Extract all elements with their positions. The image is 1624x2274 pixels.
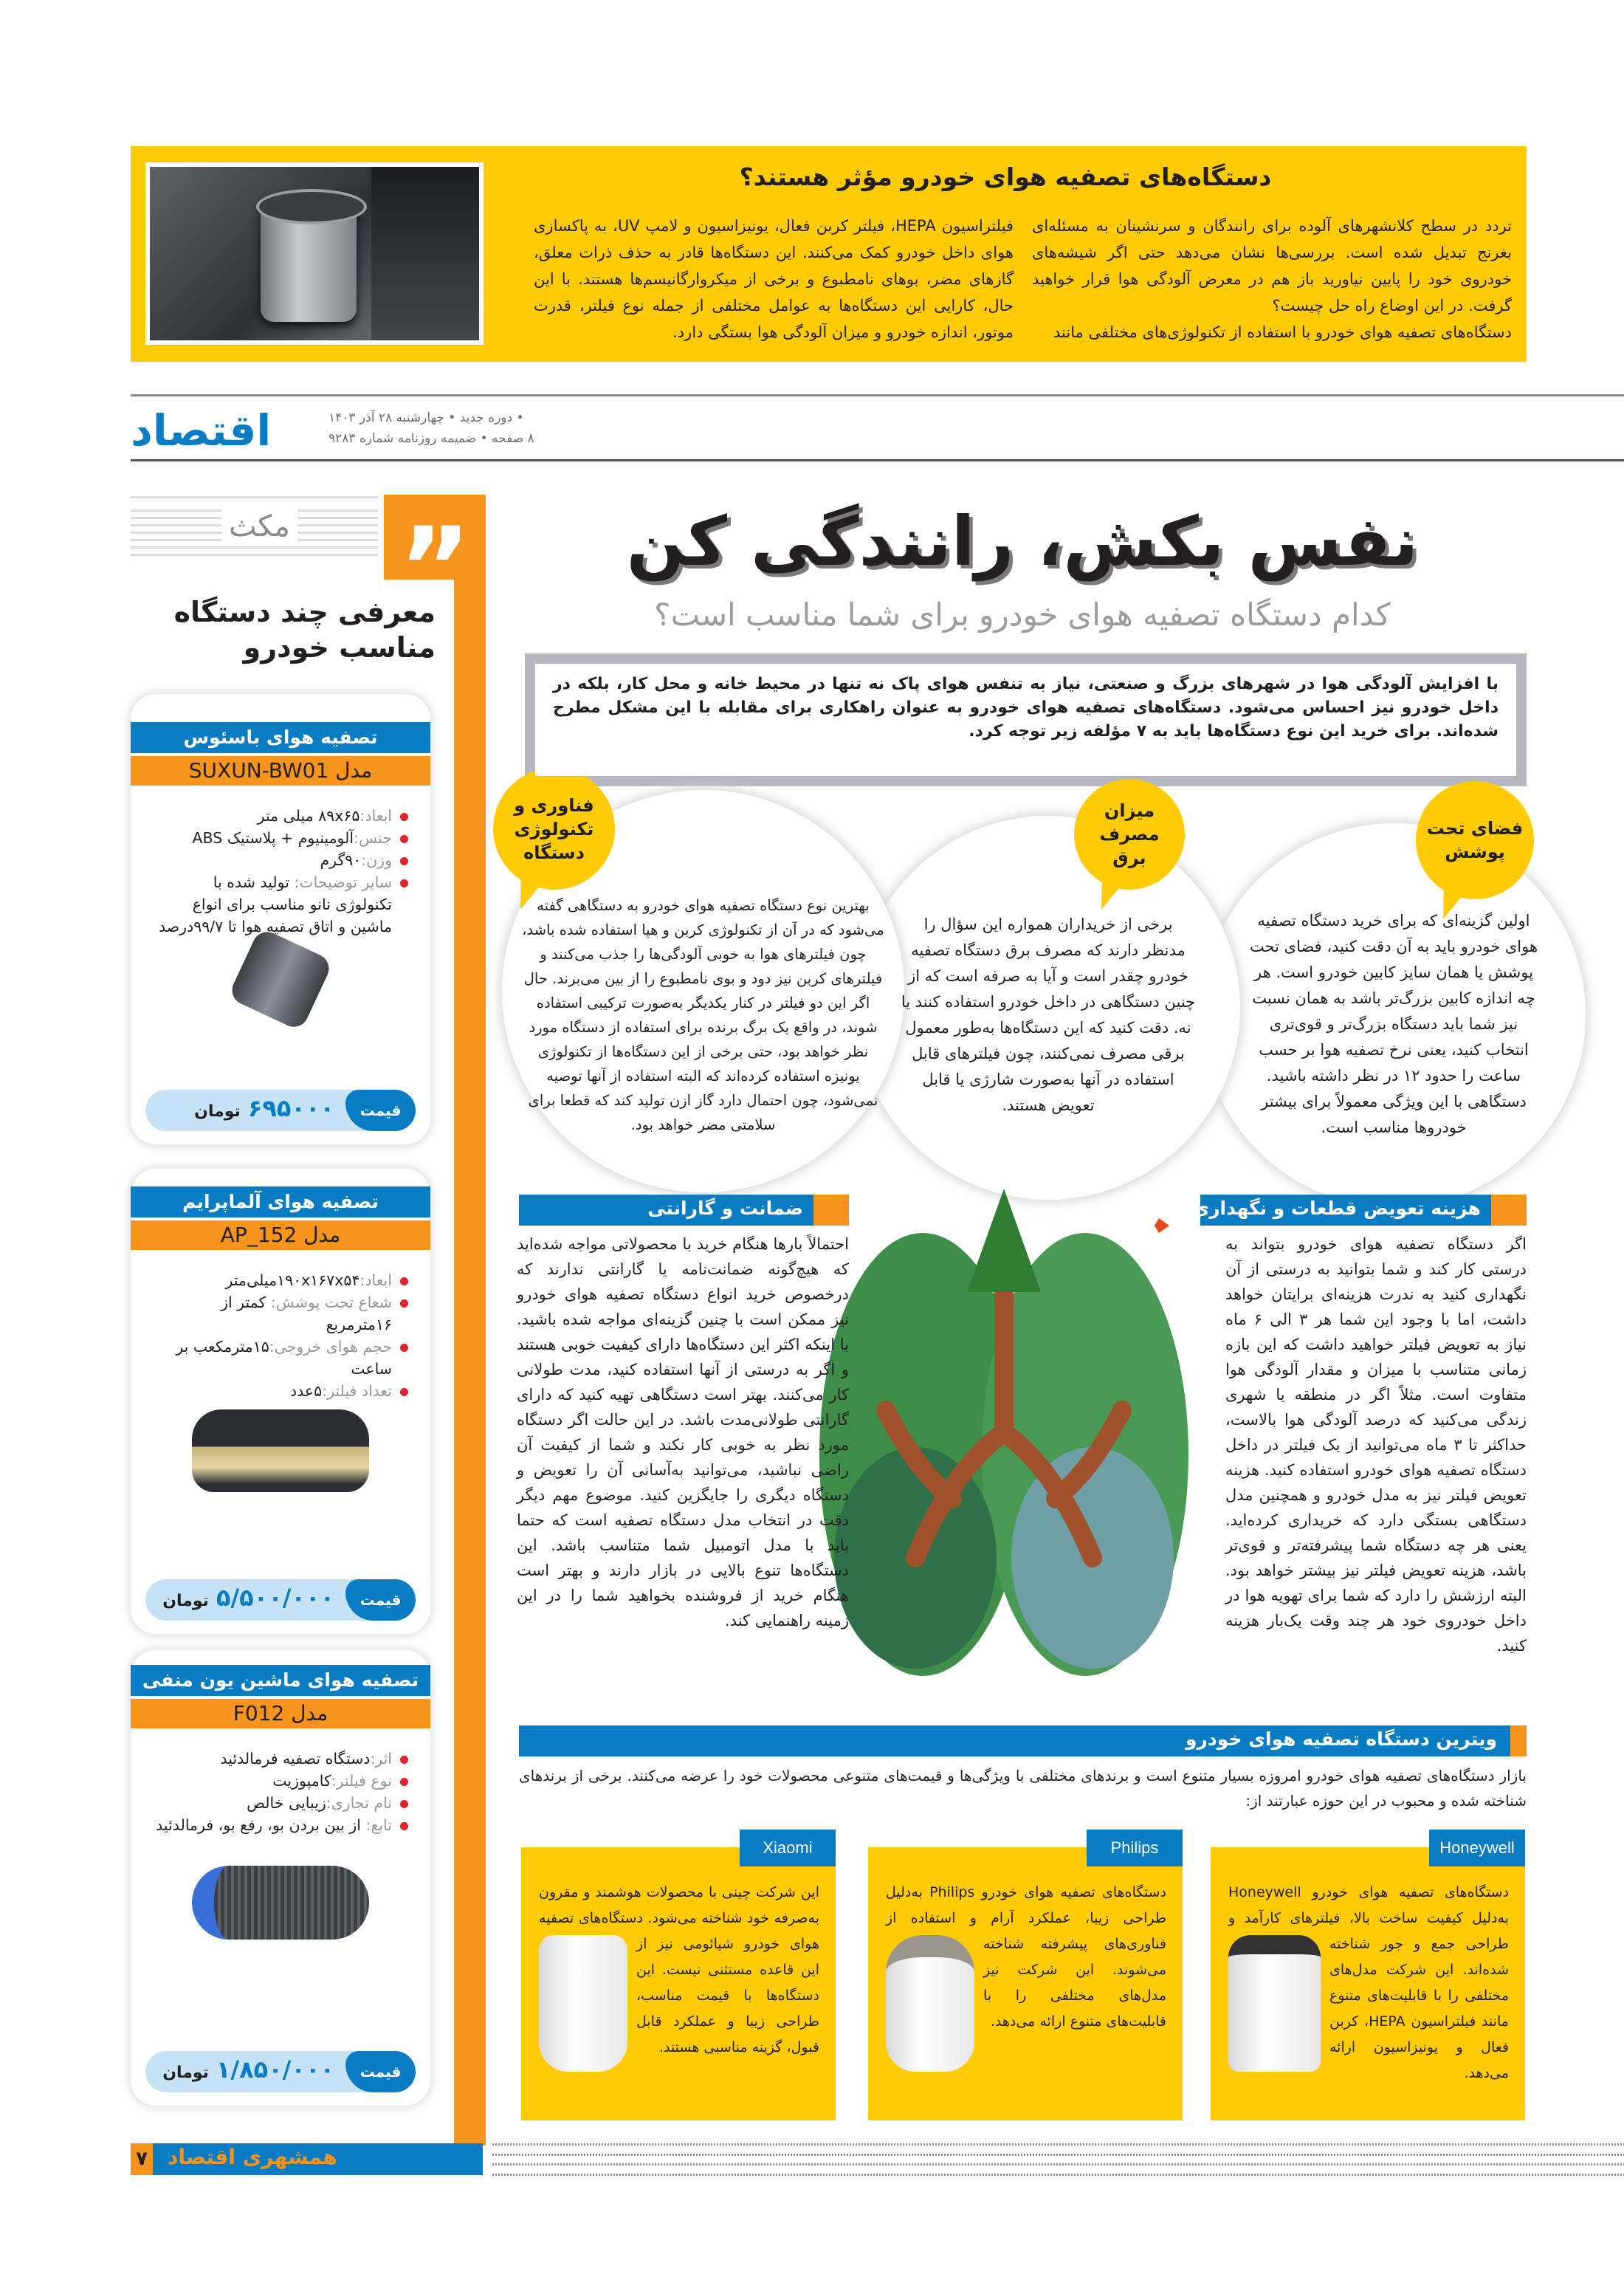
product-card[interactable] <box>131 1650 430 2106</box>
spec-value: ۱۵مترمکعب بر ساعت <box>176 1338 392 1378</box>
product-model: مدل SUXUN-BW01 <box>131 756 430 786</box>
spec-label: شعاع تحت پوشش: <box>270 1294 392 1311</box>
spec-list <box>131 786 430 938</box>
issue-number: ۸ صفحه • ضمیمه روزنامه شماره ۹۲۸۳ <box>328 431 534 446</box>
divider <box>131 554 378 556</box>
divider <box>131 394 1624 396</box>
maintenance-text: اگر دستگاه تصفیه هوای خودرو بتواند به درستی کار کند و شما بتوانید به درستی از آن نگهداری کنید به ندرت هزینه‌ای برایتان خواهد داشت، اما با وجود این شما هر ۳ الی ۶ ماه نیاز به تعویض فیلتر خواهید داشت که این بازه زمانی متناسب با میزان و مقدار آلودگی هوا متفاوت است. مثلاً اگر در منطقه یا شهری زندگی می‌کنید که درصد آلودگی هوا بالاست، حداکثر تا ۳ ماه می‌توانید از یک فیلتر در داخل دستگاه تصفیه هوای خودرو استفاده کنید. هزینه تعویض فیلتر نیز به مدل خودرو و همچنین مدل دستگاهی بستگی دارد که خریداری کرده‌اید. یعنی هر چه دستگاه شما پیشرفته‌تر و قوی‌تر باشد، هزینه تعویض فیلتر نیز بیشتر خواهد بود. البته ارزشش را دارد که شما برای تهویه هوا در داخل خودروی خود هر چند وقت یک‌بار هزینه کنید. <box>1225 1235 1527 1655</box>
spec-label: تابع: <box>365 1816 392 1834</box>
product-image <box>192 1409 369 1492</box>
brand-text: این شرکت چینی با محصولات هوشمند و مقرون به‌صرفه خود شناخته می‌شود. دستگاه‌های تصفیه هوای خودرو شیائومی نیز از این قاعده مستثنی نیست. این دستگاه‌ها با قیمت مناسب، طراحی زیبا و عملکرد قابل قبول، گزینه مناسبی هستند. <box>539 1884 819 2055</box>
factor-text: برخی از خریداران همواره این سؤال را مدنظر دارند که مصرف برق دستگاه تصفیه خودرو چقدر است و آیا به صرفه است که از چنین دستگاهی در داخل خودرو استفاده کنند یا نه. دقت کنید که این دستگاه‌ها به‌طور معمول برقی مصرف نمی‌کنند، چون فیلترهای قابل استفاده در آنها به‌صورت شارژی یا قابل تعویض هستند. <box>901 916 1196 1114</box>
brand-body <box>1228 1880 1509 2086</box>
factor-text: اولین گزینه‌ای که برای خرید دستگاه تصفیه هوای خودرو باید به آن دقت کنید، فضای تحت پوشش یا همان سایز کابین خودرو است. هر چه اندازه کابین بزرگ‌تر باشد به همان نسبت نیز شما باید دستگاه بزرگ‌تر و قوی‌تری انتخاب کنید، یعنی نرخ تصفیه هوا بر حسب ساعت را حدود ۱۲ در نظر داشته باشید. دستگاهی با این ویژگی معمولاً برای بیشتر خودروها مناسب است. <box>1249 912 1538 1136</box>
divider <box>131 459 1624 461</box>
spec-label: تعداد فیلتر: <box>322 1382 392 1400</box>
section-title: ضمانت و گارانتی <box>647 1198 803 1219</box>
teaser-paragraph: دستگاه‌های تصفیه هوای خودرو با استفاده از تکنولوژی‌های مختلفی مانند <box>1053 323 1512 341</box>
quote-icon: ” <box>384 495 486 580</box>
spec-item <box>153 1814 408 1836</box>
teaser-title: دستگاه‌های تصفیه هوای خودرو مؤثر هستند؟ <box>739 162 1272 191</box>
spec-item <box>153 1380 408 1402</box>
spec-list <box>131 1250 430 1402</box>
section-heading <box>1192 1195 1527 1226</box>
product-model: مدل F012 <box>131 1699 430 1728</box>
price-tag <box>145 1090 416 1131</box>
brand-body <box>539 1880 819 2072</box>
page-title: نفس بکش، رانندگی کن <box>626 502 1419 581</box>
divider <box>492 2174 1624 2176</box>
price-label: قیمت <box>345 1090 416 1131</box>
product-model: مدل AP_152 <box>131 1220 430 1250</box>
spec-value: ۱۹۰x۱۶۷x۵۴میلی‌متر <box>225 1271 360 1289</box>
factor-circle <box>1202 823 1586 1207</box>
intro-box <box>525 653 1527 786</box>
brand-card-philips <box>868 1838 1183 2120</box>
section-label: مکث <box>221 509 297 543</box>
product-title: تصفیه هوای باسئوس <box>131 722 430 753</box>
product-image <box>886 1935 974 2072</box>
currency: تومان <box>194 1102 241 1121</box>
spec-item <box>153 849 408 871</box>
spec-item <box>153 1792 408 1814</box>
brand-text: دستگاه‌های تصفیه هوای خودرو Honeywell به‌دلیل کیفیت ساخت بالا، فیلترهای کارآمد و طراحی جمع و جور شناخته شده‌اند. این شرکت مدل‌های مختلفی را با قابلیت‌های متنوع مانند فیلتراسیون HEPA، کربن فعال و یونیزاسیون ارائه می‌دهد. <box>1228 1884 1509 2081</box>
page-subtitle: کدام دستگاه تصفیه هوای خودرو برای شما مناسب است؟ <box>654 597 1391 633</box>
factor-circle <box>856 816 1240 1200</box>
divider <box>492 2154 1624 2156</box>
spec-item <box>153 1336 408 1380</box>
currency: تومان <box>162 1592 209 1610</box>
intro-text: با افزایش آلودگی هوا در شهرهای بزرگ و صنعتی، نیاز به تنفس هوای پاک نه تنها در محیط خانه و محل کار، بلکه در داخل خودرو نیز احساس می‌شود. دستگاه‌های تصفیه هوای خودرو به عنوان راهکاری برای مقابله با این مشکل مطرح شده‌اند. برای خرید این نوع دستگاه‌ها باید به ۷ مؤلفه زیر توجه کرد. <box>535 664 1516 776</box>
showcase-intro: بازار دستگاه‌های تصفیه هوای خودرو امروزه بسیار متنوع است و برندهای مختلفی با ویژگی‌ها و قیمت‌های متنوعی محصولات خود را عرضه می‌کنند. برخی از برندهای شناخته شده و محبوب در این حوزه عبارتند از: <box>519 1767 1527 1810</box>
spec-value: کامپوزیت <box>272 1772 331 1790</box>
factor-label-bubble: میزان مصرف برق <box>1074 779 1185 890</box>
spec-value: آلومینیوم + پلاستیک ABS <box>192 829 354 847</box>
issue-date: • دوره جدید • چهارشنبه ۲۸ آذر ۱۴۰۳ <box>328 411 524 425</box>
teaser-column-left: فیلتراسیون HEPA، فیلتر کربن فعال، یونیزاسیون و لامپ UV، به پاکسازی هوای داخل خودرو کمک می‌کنند. این دستگاه‌ها قادر به حذف ذرات معلق، گازهای مضر، بوهای نامطبوع و برخی از میکروارگانیسم‌ها هستند. با این حال، کارایی این دستگاه‌ها به عوامل مختلفی از جمله نوع فیلتر، قدرت موتور، اندازه خودرو و میزان آلودگی هوا بستگی دارد. <box>534 217 1014 341</box>
teaser-box <box>131 146 1527 362</box>
price-value: ۵/۵۰۰/۰۰۰ <box>216 1584 334 1612</box>
product-card[interactable] <box>131 694 430 1144</box>
spec-item <box>153 871 408 938</box>
divider <box>131 546 378 549</box>
factor-label-bubble: فضای تحت پوشش <box>1416 781 1534 899</box>
spec-list <box>131 1728 430 1836</box>
brand-name: Philips <box>1087 1830 1183 1866</box>
brand-body <box>886 1880 1166 2072</box>
product-image <box>227 927 334 1032</box>
brand-text: دستگاه‌های تصفیه هوای خودرو Philips به‌دلیل طراحی زیبا، عملکرد آرام و استفاده از فناوری‌های پیشرفته شناخته می‌شوند. این شرکت نیز مدل‌های مختلفی را با قابلیت‌های متنوع ارائه می‌دهد. <box>886 1884 1167 2030</box>
spec-label: جنس: <box>354 829 392 847</box>
price-value: ۶۹۵۰۰۰ <box>247 1094 334 1122</box>
spec-label: حجم هوای خروجی: <box>269 1338 392 1356</box>
brand-card-xiaomi <box>521 1838 836 2120</box>
product-title: تصفیه هوای ماشین یون منفی <box>131 1665 430 1696</box>
spec-item <box>153 1269 408 1291</box>
spec-item <box>153 1748 408 1770</box>
spec-label: وزن: <box>361 851 392 869</box>
page-number: ۷ <box>131 2143 153 2175</box>
divider <box>131 496 378 498</box>
section-heading <box>519 1725 1527 1756</box>
spec-item <box>153 805 408 827</box>
spec-value: کمتر از ۱۶مترمربع <box>221 1294 392 1333</box>
spec-value: دستگاه تصفیه فرمالدئید <box>220 1750 371 1768</box>
lungs-forest-illustration <box>805 1189 1203 1713</box>
teaser-column-right <box>1032 213 1512 346</box>
spec-value: زیبایی خالص <box>247 1794 326 1812</box>
price-label: قیمت <box>345 1579 416 1621</box>
product-image <box>539 1935 627 2072</box>
product-card[interactable] <box>131 1169 430 1634</box>
spec-item <box>153 1291 408 1336</box>
spec-value: از بین بردن بو، رفع بو، فرمالدئید <box>156 1816 361 1834</box>
brand-name: Xiaomi <box>740 1830 836 1866</box>
divider <box>492 2143 1624 2146</box>
section-title: هزینه تعویض قطعات و نگهداری <box>1192 1198 1481 1219</box>
newspaper-logo[interactable]: اقتصاد <box>131 405 272 456</box>
price-tag <box>145 2051 416 2092</box>
spec-value: ۹۰گرم <box>320 851 362 869</box>
spec-label: ابعاد: <box>359 807 392 825</box>
brand-name: Honeywell <box>1429 1830 1525 1866</box>
spec-value: ۵عدد <box>289 1382 323 1400</box>
factor-label-bubble: فناوری و تکنولوژی دستگاه <box>493 768 615 890</box>
car-purifier-photo <box>145 162 484 345</box>
sidebar-accent-strip <box>454 580 486 2146</box>
footer-logo: همشهری اقتصاد <box>168 2145 337 2169</box>
divider <box>492 2163 1624 2165</box>
spec-item <box>153 827 408 849</box>
currency: تومان <box>162 2064 209 2082</box>
footer-logo-bar <box>131 2143 483 2175</box>
section-title: ویترین دستگاه تصفیه هوای خودرو <box>1185 1728 1497 1750</box>
spec-label: ابعاد: <box>359 1271 392 1289</box>
factor-text: بهترین نوع دستگاه تصفیه هوای خودرو به دستگاهی گفته می‌شود که در آن از تکنولوژی کربن و هپا استفاده شده باشد، چون فیلترهای هوا به خوبی آلودگی‌ها را جذب می‌کنند و فیلترهای کربن نیز دود و بوی نامطبوع را از بین می‌برند. حال اگر این دو فیلتر در کنار یکدیگر به‌صورت ترکیبی استفاده شوند، در واقع یک برگ برنده برای استفاده از دستگاه مورد نظر خواهد بود، حتی برخی از این دستگاه‌ها از تکنولوژی یونیزه استفاده کرده‌اند که البته استفاده از آنها توصیه نمی‌شود، چون احتمال دارد گاز ازن تولید کند که قطعا برای سلامتی مضر خواهد بود. <box>522 897 884 1133</box>
price-tag <box>145 1579 416 1621</box>
spec-value: تولید شده با تکنولوژی نانو مناسب برای انواع ماشین و اتاق تصفیه هوا تا ۹۹/۷درصد <box>159 873 392 935</box>
product-image <box>1228 1935 1321 2072</box>
section-heading <box>519 1195 849 1226</box>
brand-card-honeywell <box>1211 1838 1525 2120</box>
price-label: قیمت <box>345 2051 416 2092</box>
sidebar-heading: معرفی چند دستگاه مناسب خودرو <box>173 596 436 664</box>
warranty-text: احتمالاً بارها هنگام خرید با محصولاتی مواجه شده‌اید که هیچ‌گونه ضمانت‌نامه یا گارانتی ندارند که درخصوص خرید انواع دستگاه تصفیه هوای خودرو نیز ممکن است با چنین گزینه‌ای مواجه شده باشید. با اینکه اکثر این دستگاه‌ها دارای کیفیت خوبی هستند و اگر به درستی از آنها استفاده کنید، مدت طولانی کار می‌کنند. بهتر است دستگاهی تهیه کنید که دارای گارانتی طولانی‌مدت باشد. در این حالت اگر دستگاه مورد نظر به خوبی کار نکند و شما از کیفیت آن راضی نباشید، می‌توانید به‌آسانی آن را تعویض و دستگاه دیگری را جایگزین کنید. موضوع مهم دیگر دقت در انتخاب مدل دستگاه تصفیه است که حتما باید با مدل اتومبیل شما متناسب باشد. این دستگاه‌ها تنوع بالایی در بازار دارند و بهتر است هنگام خرید از فروشنده بخواهید شما را در این زمینه راهنمایی کند. <box>517 1235 849 1629</box>
spec-label: اثر: <box>370 1750 392 1768</box>
spec-item <box>153 1770 408 1792</box>
spec-label: نوع فیلتر: <box>331 1772 392 1790</box>
spec-label: سایر توضیحات: <box>294 873 392 891</box>
price-value: ۱/۸۵۰/۰۰۰ <box>216 2055 334 2084</box>
teaser-paragraph: تردد در سطح کلانشهرهای آلوده برای رانندگان و سرنشینان به مسئله‌ای بغرنج تبدیل شده است. بررسی‌ها نشان می‌دهد حتی اگر شیشه‌های خودروی خود را پایین نیاورید باز هم در معرض آلودگی هوا قرار خواهید گرفت. در این اوضاع راه حل چیست؟ <box>1032 217 1512 315</box>
butterfly-icon <box>1155 1218 1169 1233</box>
spec-value: ۸۹x۶۵ میلی متر <box>257 807 360 825</box>
spec-label: نام تجاری: <box>326 1794 392 1812</box>
product-title: تصفیه هوای آلماپرایم <box>131 1186 430 1217</box>
product-image <box>192 1866 369 1940</box>
